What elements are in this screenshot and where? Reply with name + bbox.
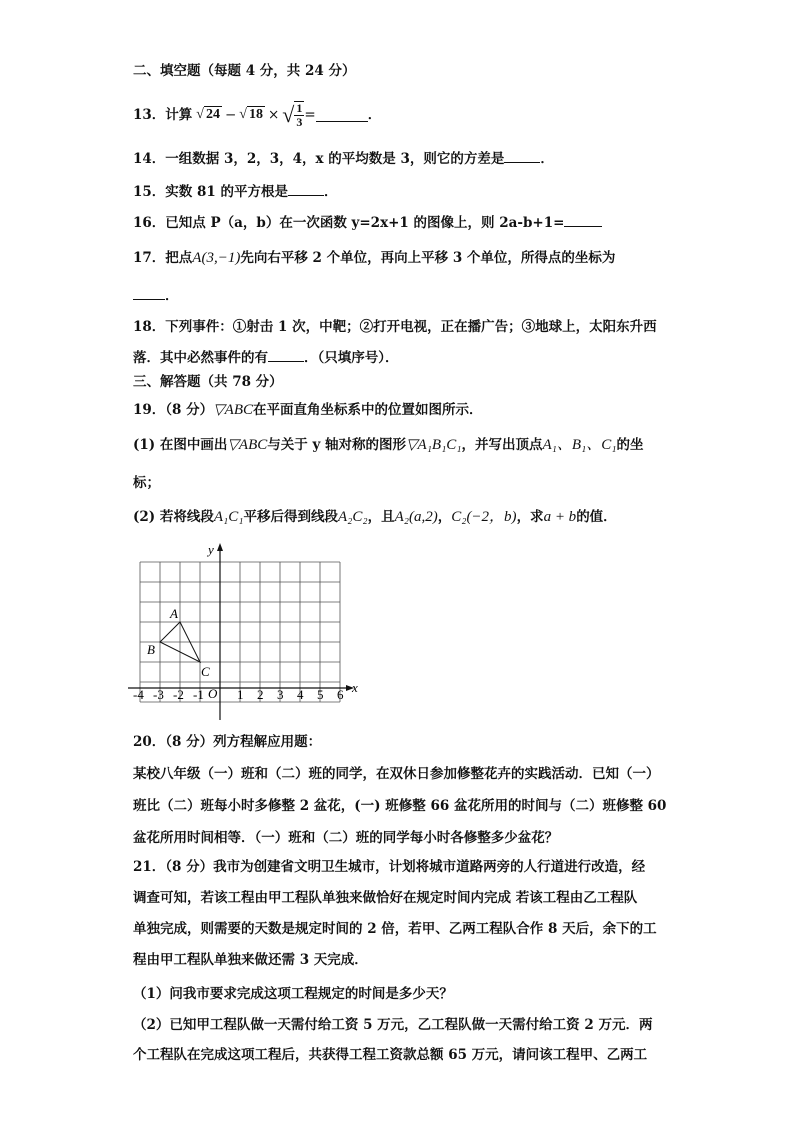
point-a: A(3,−1) [192, 250, 241, 266]
question-21-line-2: 调查可知，若该工程由甲工程队单独来做恰好在规定时间内完成 若该工程由乙工程队 [133, 890, 638, 906]
x-tick-label: -1 [193, 687, 204, 702]
x-tick-labels [133, 687, 344, 702]
question-18-line-1: 18．下列事件：①射击 1 次，中靶；②打开电视，正在播广告；③地球上，太阳东升西 [133, 319, 657, 335]
x-tick-label: 5 [317, 687, 324, 702]
x-tick-label: 3 [277, 687, 284, 702]
x-axis-label: x [352, 680, 358, 695]
answer-blank [564, 214, 602, 227]
point-label-a: A [170, 606, 178, 621]
y-axis-arrow-icon [217, 543, 223, 551]
y-axis-label: y [208, 542, 214, 557]
question-21-line-4: 程由甲工程队单独来做还需 3 天完成． [133, 952, 368, 968]
answer-blank [288, 183, 324, 196]
q13-label: 13．计算 [133, 107, 193, 123]
question-13: 13．计算 √ 24 − √ 18 × √ $\frac{1}{3}$ = ． [133, 101, 382, 129]
question-20-title: 20．（8 分）列方程解应用题： [133, 734, 322, 750]
x-tick-label: 6 [337, 687, 344, 702]
question-20-line-3: 盆花所用时间相等．（一）班和（二）班的同学每小时各修整多少盆花？ [133, 830, 559, 846]
question-19-part-1-end: 标； [133, 475, 160, 491]
section-2-heading: 二、填空题（每题 4 分，共 24 分） [133, 63, 356, 79]
question-21-line-3: 单独完成，则需要的天数是规定时间的 2 倍，若甲、乙两工程队合作 8 天后，余下的工 [133, 921, 657, 937]
answer-blank [316, 109, 368, 122]
question-19-intro: 19．（8 分）▽ABC在平面直角坐标系中的位置如图所示． [133, 402, 483, 418]
answer-blank [504, 150, 540, 163]
question-21-part-2-line-1: （2）已知甲工程队做一天需付给工资 5 万元，乙工程队做一天需付给工资 2 万元．两 [133, 1017, 653, 1033]
question-21-line-1: 21．（8 分）我市为创建省文明卫生城市，计划将城市道路两旁的人行道进行改造，经 [133, 859, 646, 875]
question-21-part-2-line-2: 个工程队在完成这项工程后，共获得工程工资款总额 65 万元，请问该工程甲、乙两工 [133, 1047, 648, 1063]
question-16: 16．已知点 P（a，b）在一次函数 y=2x+1 的图像上，则 2a-b+1= [133, 214, 602, 232]
answer-blank [268, 349, 304, 362]
question-17: 17．把点A(3,−1)先向右平移 2 个单位，再向上平移 3 个单位，所得点的坐标为 [133, 250, 616, 266]
x-tick-label: -2 [173, 687, 184, 702]
question-15: 15．实数 81 的平方根是 ． [133, 184, 338, 200]
x-tick-label: -3 [153, 687, 164, 702]
origin-label: O [208, 686, 218, 701]
question-21-part-1: （1）问我市要求完成这项工程规定的时间是多少天？ [133, 986, 453, 1002]
question-14: 14．一组数据 3，2，3，4，x 的平均数是 3，则它的方差是 ． [133, 151, 554, 167]
coordinate-grid-figure [128, 540, 368, 720]
point-label-b: B [147, 642, 155, 657]
answer-blank [133, 287, 165, 300]
question-19-part-1: (1) 在图中画出▽ABC与关于 y 轴对称的图形▽A₁B₁C₁，并写出顶点A₁、B₁、C₁的坐 [133, 437, 644, 453]
question-18-line-2: 落．其中必然事件的有 ．（只填序号）． [133, 350, 399, 366]
sqrt-one-third: √ $\frac{1}{3}$ [282, 101, 303, 129]
section-3-heading: 三、解答题（共 78 分） [133, 374, 283, 390]
question-17-blank: ． [133, 287, 179, 305]
question-20-line-1: 某校八年级（一）班和（二）班的同学，在双休日参加修整花卉的实践活动．已知（一） [133, 766, 660, 782]
point-label-c: C [201, 664, 210, 679]
x-tick-label: 2 [257, 687, 264, 702]
x-tick-label: -4 [133, 687, 144, 702]
sqrt-24: √ 24 [196, 107, 220, 122]
x-tick-label: 1 [237, 687, 244, 702]
question-20-line-2: 班比（二）班每小时多修整 2 盆花，(一) 班修整 66 盆花所用的时间与（二）班修整 60 [133, 798, 667, 814]
sqrt-18: √ 18 [239, 107, 263, 122]
question-19-part-2: (2) 若将线段A₁C₁平移后得到线段A₂C₂，且A₂(a,2)，C₂(−2，b)，求a + b的值． [133, 509, 617, 525]
x-tick-label: 4 [297, 687, 304, 702]
